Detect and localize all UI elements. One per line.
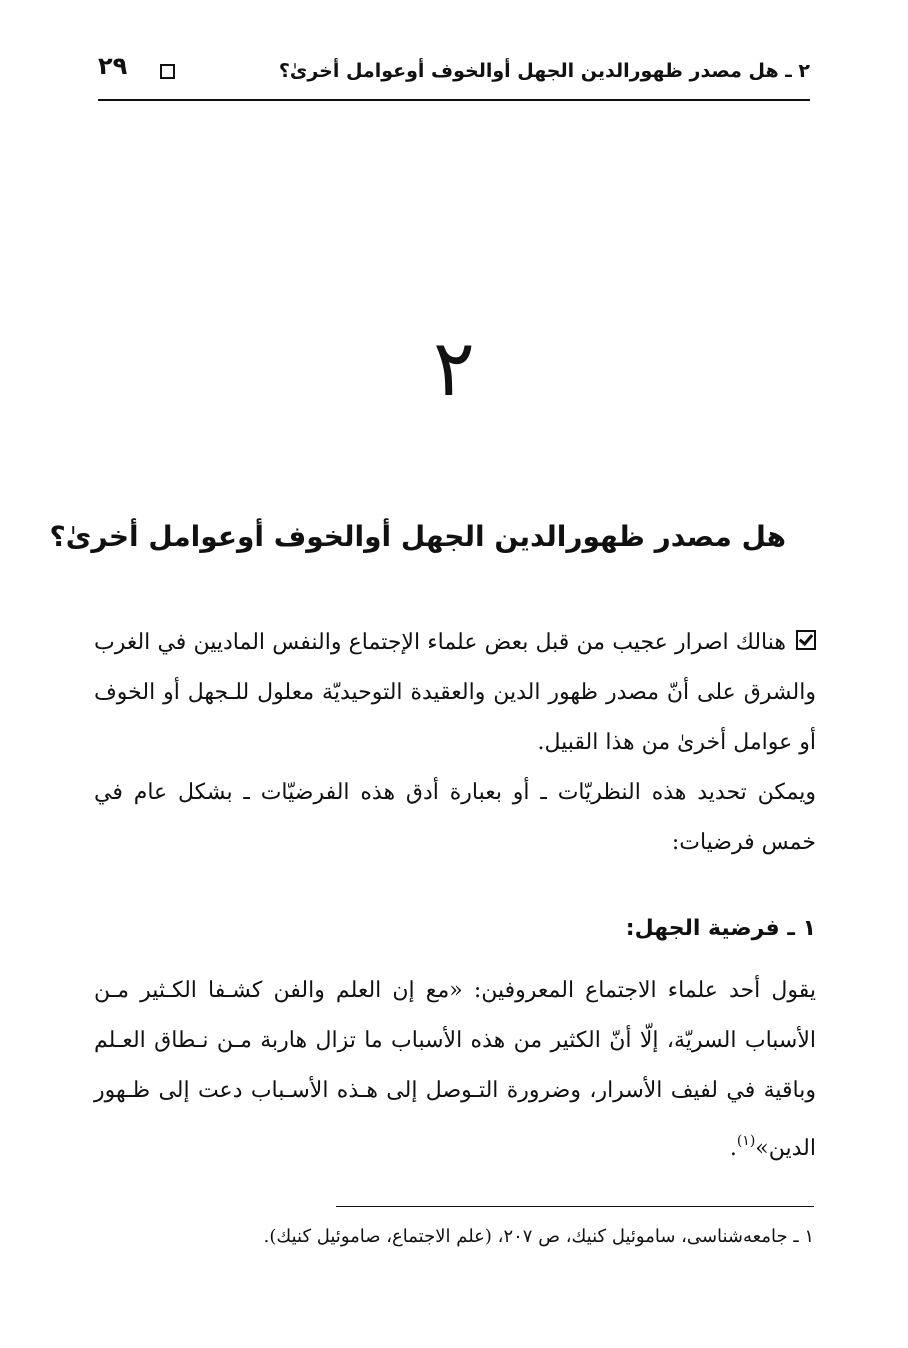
chapter-title: هل مصدر ظهورالدين الجهل أوالخوف أوعوامل أخرىٰ؟	[49, 520, 786, 553]
footnote: ١ ـ جامعه‌شناسى، ساموئيل كنيك، ص ٢٠٧، (علم الاجتماع، صاموئيل كنيك).	[263, 1226, 814, 1247]
intro-paragraph	[94, 618, 816, 768]
footnote-rule	[336, 1206, 814, 1207]
footnote-reference: (١)	[736, 1133, 756, 1149]
quote-end: .	[729, 1136, 737, 1161]
intro-paragraph-text: هنالك اصرار عجيب من قبل بعض علماء الإجتماع والنفس الماديين في الغرب والشرق على أنّ مصدر ظهور الدين والعقيدة التوحيديّة معلول للـجهل أو الخوف أو عوامل أخرىٰ من هذا القبيل.	[94, 630, 816, 755]
running-header-title: ٢ ـ هل مصدر ظهورالدين الجهل أوالخوف أوعوامل أخرىٰ؟	[278, 60, 810, 82]
checked-box-icon	[796, 630, 816, 650]
section-heading: ١ ـ فرضية الجهل:	[625, 916, 816, 941]
second-paragraph: ويمكن تحديد هذه النظريّات ـ أو بعبارة أدق هذه الفرضيّات ـ بشكل عام في خمس فرضيات:	[94, 780, 816, 855]
header-rule	[98, 99, 810, 101]
square-ornament-icon	[160, 64, 175, 79]
chapter-number: ٢	[433, 324, 475, 414]
running-header	[98, 52, 810, 98]
quote-text: يقول أحد علماء الاجتماع المعروفين: «مع إن العلم والفن كشـفا الكـثير مـن الأسباب السريّة، إلّا أنّ الكثير من هذه الأسباب ما تزال هاربة مـن نـطاق العـلم وباقية في لفيف الأسرار، وضرورة التـوصل إلى هـذه الأسـباب دعت إلى ظـهور الدين»	[94, 978, 817, 1161]
page-number: ٢٩	[98, 52, 128, 80]
quote-paragraph	[94, 966, 816, 1174]
